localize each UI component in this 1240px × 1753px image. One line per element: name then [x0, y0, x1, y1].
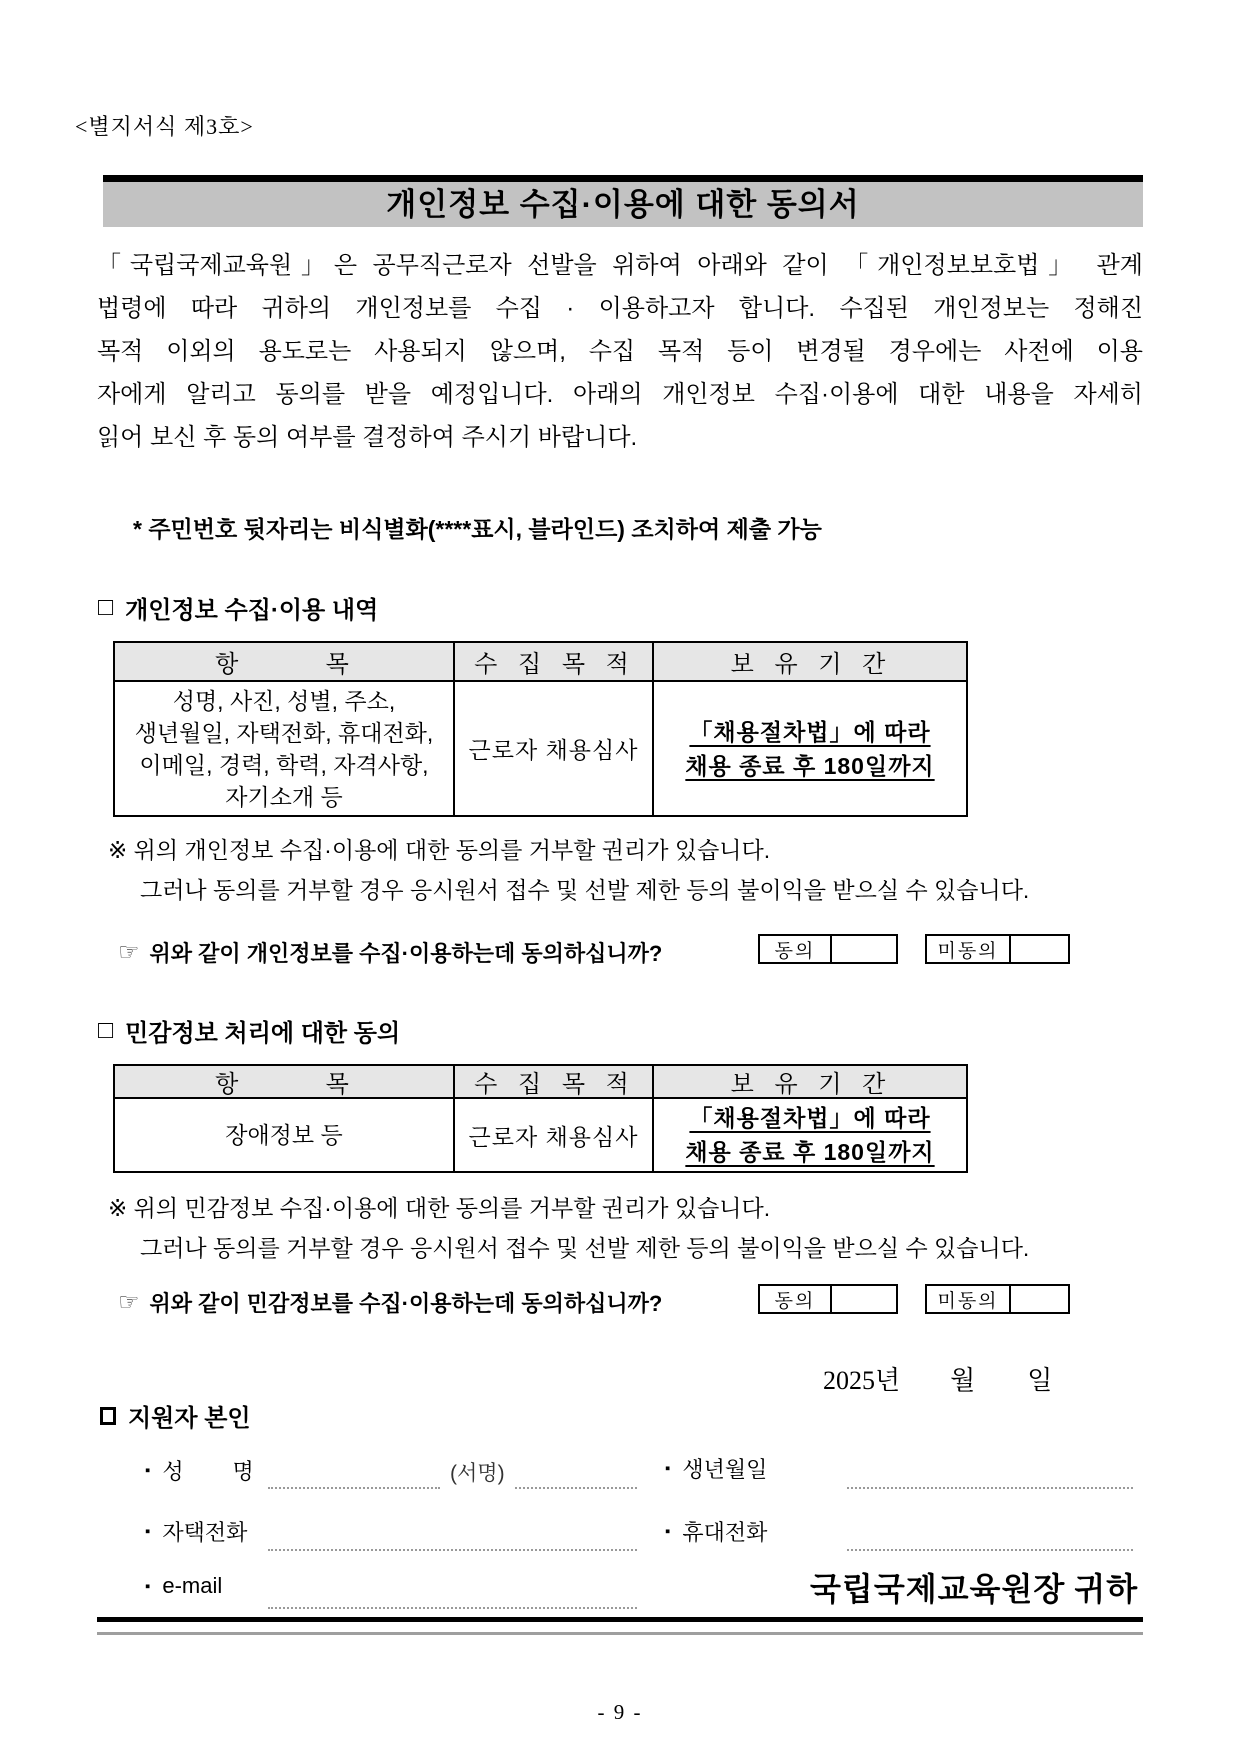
- name-input-blank[interactable]: [268, 1461, 440, 1489]
- date-day-label: 일: [1027, 1366, 1053, 1395]
- disagree-box: [925, 1284, 1070, 1314]
- purpose-cell: 근로자 채용심사: [455, 682, 654, 815]
- name-label-text: 성 명: [162, 1459, 254, 1484]
- intro-line: 읽어 보신 후 동의 여부를 결정하여 주시기 바랍니다.: [97, 424, 638, 451]
- section1-heading: [98, 590, 378, 625]
- birthdate-field-label: [665, 1453, 767, 1484]
- bullet-icon: ▪: [665, 1460, 671, 1477]
- mobile-phone-label-text: 휴대전화: [682, 1520, 768, 1545]
- checkbox-outline-icon: □: [98, 1016, 114, 1044]
- agree-box: [758, 934, 898, 964]
- applicant-heading-text: 지원자 본인: [128, 1405, 251, 1432]
- retention-line: 채용 종료 후 180일까지: [685, 752, 935, 779]
- disagree-check-cell[interactable]: [1011, 936, 1068, 962]
- bullet-icon: ▪: [665, 1523, 671, 1540]
- retention-cell: [654, 1099, 966, 1171]
- refusal-right-notice: ※ 위의 개인정보 수집·이용에 대한 동의를 거부할 권리가 있습니다.: [108, 837, 771, 863]
- email-field-label: [145, 1573, 222, 1599]
- pointing-hand-icon: ☞: [118, 1289, 140, 1316]
- mobile-phone-input-blank[interactable]: [847, 1523, 1133, 1551]
- agree-label: 동의: [760, 936, 832, 962]
- document-title-bar: [103, 175, 1143, 227]
- signature-input-blank[interactable]: [515, 1461, 637, 1489]
- date-year: 2025년: [823, 1366, 901, 1395]
- bullet-icon: ▪: [145, 1523, 151, 1540]
- birthdate-label-text: 생년월일: [682, 1457, 768, 1482]
- agree-box: [758, 1284, 898, 1314]
- intro-line: 법령에 따라 귀하의 개인정보를 수집 · 이용하고자 합니다. 수집된 개인정보는 정해진: [97, 295, 1143, 322]
- footer-rule-black: [97, 1617, 1143, 1622]
- column-header-item: 항 목: [115, 1066, 455, 1097]
- date-line: [823, 1360, 1052, 1397]
- email-input-blank[interactable]: [268, 1581, 637, 1609]
- section2-heading-text: 민감정보 처리에 대한 동의: [125, 1020, 401, 1047]
- applicant-heading: [100, 1398, 251, 1433]
- column-header-item: 항 목: [115, 643, 455, 680]
- signature-hint-label: (서명): [450, 1462, 505, 1485]
- retention-cell: [654, 682, 966, 815]
- email-label-text: e-mail: [162, 1573, 223, 1598]
- disagree-box: [925, 934, 1070, 964]
- birthdate-input-blank[interactable]: [847, 1461, 1133, 1489]
- bullet-icon: ▪: [145, 1577, 151, 1595]
- consent-question-sensitive: [118, 1287, 662, 1318]
- section2-heading: [98, 1013, 400, 1048]
- name-field-label: [145, 1455, 254, 1486]
- personal-info-table: [113, 641, 968, 817]
- checkbox-outline-icon: □: [98, 593, 114, 621]
- agree-check-cell[interactable]: [832, 1286, 896, 1312]
- masking-note: * 주민번호 뒷자리는 비식별화(****표시, 블라인드) 조치하여 제출 가능: [133, 516, 822, 542]
- intro-line: 「국립국제교육원」은 공무직근로자 선발을 위하여 아래와 같이 「개인정보보호법」 관계: [97, 252, 1143, 279]
- recipient-line: 국립국제교육원장 귀하: [810, 1571, 1139, 1607]
- consent-question-text: 위와 같이 개인정보를 수집·이용하는데 동의하십니까?: [149, 941, 663, 966]
- column-header-purpose: 수 집 목 적: [455, 1066, 654, 1097]
- table-header-row: [115, 1066, 966, 1099]
- table-data-row: [115, 1099, 966, 1171]
- column-header-purpose: 수 집 목 적: [455, 643, 654, 680]
- intro-line: 목적 이외의 용도로는 사용되지 않으며, 수집 목적 등이 변경될 경우에는 사전에 이용: [97, 338, 1143, 365]
- mobile-phone-field-label: [665, 1516, 767, 1547]
- refusal-consequence-notice: 그러나 동의를 거부할 경우 응시원서 접수 및 선발 제한 등의 불이익을 받으실 수 있습니다.: [140, 1235, 1030, 1261]
- column-header-retention: 보 유 기 간: [730, 651, 890, 678]
- table-header-row: [115, 643, 966, 682]
- retention-line: 「채용절차법」에 따라: [689, 1105, 931, 1131]
- pointing-hand-icon: ☞: [118, 939, 140, 966]
- items-line: 성명, 사진, 성별, 주소,: [172, 687, 396, 714]
- disagree-label: 미동의: [927, 1286, 1011, 1312]
- retention-line: 채용 종료 후 180일까지: [685, 1139, 935, 1165]
- retention-line: 「채용절차법」에 따라: [689, 718, 931, 745]
- purpose-cell: 근로자 채용심사: [455, 1099, 654, 1171]
- page-number: - 9 -: [597, 1700, 643, 1724]
- items-line: 자기소개 등: [225, 783, 343, 810]
- agree-label: 동의: [760, 1286, 832, 1312]
- agree-check-cell[interactable]: [832, 936, 896, 962]
- page-title: 개인정보 수집·이용에 대한 동의서: [386, 187, 860, 222]
- consent-question-text: 위와 같이 민감정보를 수집·이용하는데 동의하십니까?: [149, 1291, 663, 1316]
- disagree-check-cell[interactable]: [1011, 1286, 1068, 1312]
- footer-rule-gray: [97, 1632, 1143, 1635]
- bullet-icon: ▪: [145, 1462, 151, 1479]
- sensitive-info-table: [113, 1064, 968, 1173]
- intro-line: 자에게 알리고 동의를 받을 예정입니다. 아래의 개인정보 수집·이용에 대한 내용을 자세히: [97, 381, 1143, 408]
- table-data-row: [115, 682, 966, 815]
- disagree-label: 미동의: [927, 936, 1011, 962]
- intro-paragraph: [97, 244, 1143, 459]
- items-line: 이메일, 경력, 학력, 자격사항,: [139, 751, 429, 778]
- section1-heading-text: 개인정보 수집·이용 내역: [125, 597, 379, 624]
- applicant-checkbox-icon: [100, 1407, 116, 1425]
- home-phone-field-label: [145, 1516, 247, 1547]
- form-number: <별지서식 제3호>: [75, 114, 254, 139]
- items-cell: [115, 682, 455, 815]
- home-phone-input-blank[interactable]: [268, 1523, 637, 1551]
- home-phone-label-text: 자택전화: [162, 1520, 248, 1545]
- items-cell: 장애정보 등: [115, 1099, 455, 1171]
- column-header-retention: 보 유 기 간: [730, 1071, 890, 1098]
- refusal-consequence-notice: 그러나 동의를 거부할 경우 응시원서 접수 및 선발 제한 등의 불이익을 받으실 수 있습니다.: [140, 877, 1030, 903]
- refusal-right-notice: ※ 위의 민감정보 수집·이용에 대한 동의를 거부할 권리가 있습니다.: [108, 1195, 771, 1221]
- consent-question-personal: [118, 937, 662, 968]
- items-line: 생년월일, 자택전화, 휴대전화,: [134, 719, 434, 746]
- date-month-label: 월: [950, 1366, 976, 1395]
